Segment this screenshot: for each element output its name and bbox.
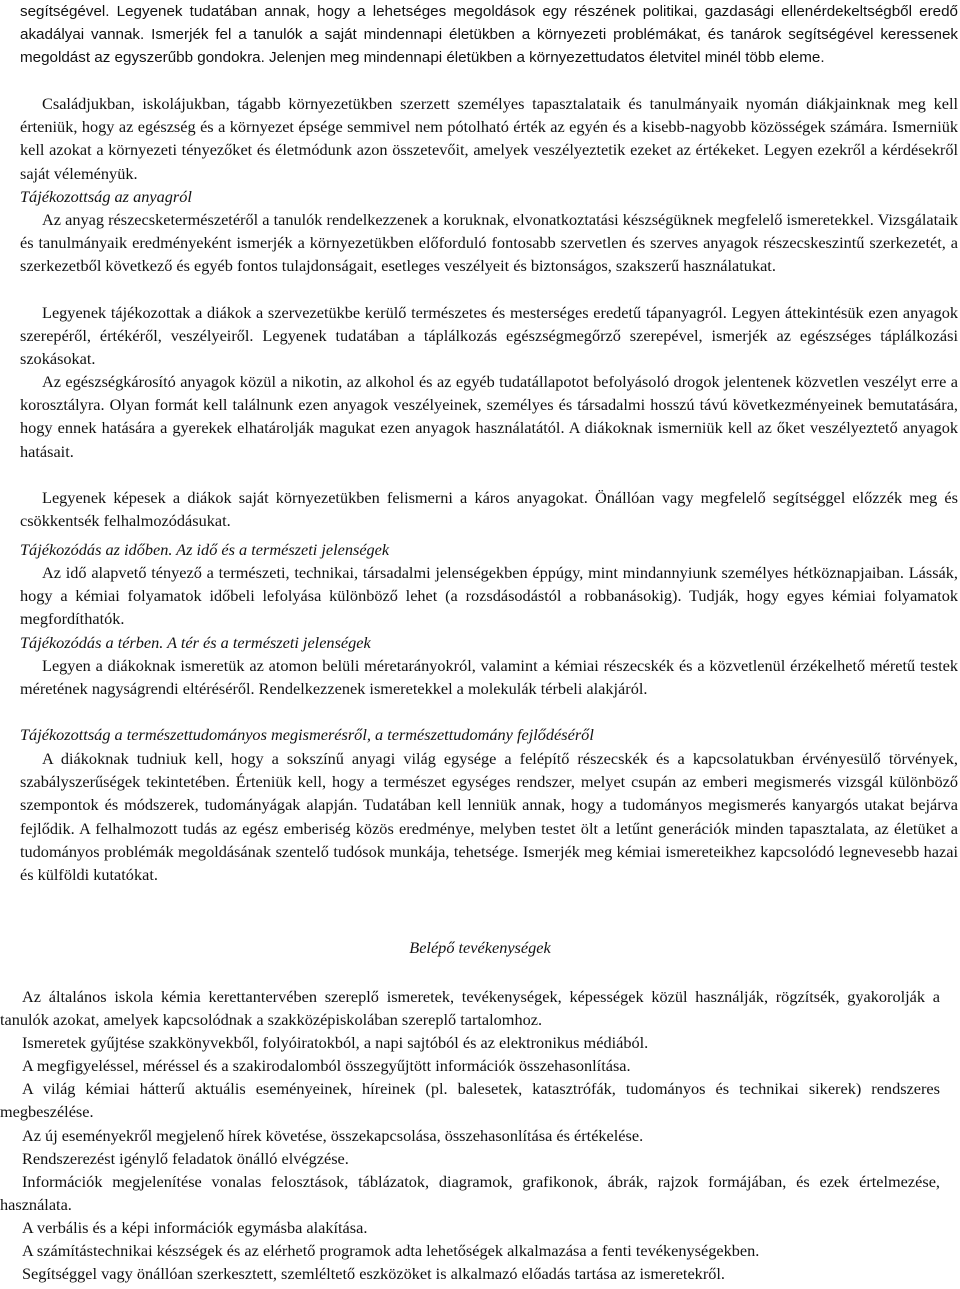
matter-paragraph-2: Legyenek tájékozottak a diákok a szervezetükbe kerülő természetes és mesterséges eredetű tápanyagról. Legyen áttekintésük ezen anyagok szerepéről, értékéről, veszélyeiről. Legyenek tudatában a táplálkozás egészségmegőrző szerepével, ismerjék az egészséges táplálkozási szokásokat. [20, 303, 958, 369]
activity-item: A megfigyeléssel, méréssel és a szakirodalomból összegyűjtött információk összehasonlítása. [22, 1056, 631, 1075]
activity-item: A számítástechnikai készségek és az elérhető programok adta lehetőségek alkalmazása a fenti tevékenységekben. [22, 1241, 760, 1260]
heading-time: Tájékozódás az időben. Az idő és a természeti jelenségek [20, 540, 390, 559]
matter-paragraph-4: Legyenek képesek a diákok saját környezetükben felismerni a káros anyagokat. Önállóan vagy megfelelő segítséggel előzzék meg és csökkentsék felhalmozódásukat. [20, 488, 958, 531]
activity-item: Az általános iskola kémia kerettantervében szereplő ismeretek, tevékenységek, képességek közül használják, rögzítsék, gyakorolják a tanulók azokat, amelyek kapcsolódnak a szakközépiskolában szereplő tartalomhoz. [0, 987, 940, 1030]
heading-space: Tájékozódás a térben. A tér és a természeti jelenségek [20, 633, 371, 652]
matter-paragraph-3: Az egészségkárosító anyagok közül a nikotin, az alkohol és az egyéb tudatállapotot befolyásoló drogok jelentenek közvetlen veszélyt erre a korosztályra. Olyan formát kell találnunk ezen anyagok veszélyeinek, személyes és társadalmi hosszú távú következményeinek bemutatására, hogy ennek hatására a gyerekek elhatárolják magukat ezen anyagok használatától. A diákoknak ismerniük kell az őket veszélyeztető anyagok hatásait. [20, 372, 958, 461]
activity-item: Ismeretek gyűjtése szakkönyvekből, folyóiratokból, a napi sajtóból és az elektronikus médiából. [22, 1033, 649, 1052]
intro-text-part1: segítségével. Legyenek tudatában annak, hogy a lehetséges megoldások egy részének politikai, gazdasági ellenérdekeltségből eredő akadályai vannak. [20, 3, 958, 44]
activity-item: Az új eseményekről megjelenő hírek követése, összekapcsolása, összehasonlítása és értékelése. [22, 1126, 644, 1145]
family-paragraph: Családjukban, iskolájukban, tágabb környezetükben szerzett személyes tapasztalataik és tanulmányaik nyomán diákjainknak meg kell érteniük, hogy az egészség és a környezet épsége semmivel nem pótolható érték az egyén és a kisebb-nagyobb közösségek számára. Ismerniük kell azokat a környezeti tényezőket és életmódunk azon összetevőit, amelyek veszélyeztetik ezeket az értékeket. Legyen ezekről a kérdésekről saját véleményük. [20, 94, 958, 183]
activity-item: A világ kémiai hátterű aktuális eseményeinek, híreinek (pl. balesetek, katasztrófák, tudományos és technikai sikerek) rendszeres megbeszélése. [0, 1079, 940, 1122]
time-paragraph: Az idő alapvető tényező a természeti, technikai, társadalmi jelenségekben éppúgy, mint mindannyiunk személyes hétköznapjaiban. Lássák, hogy a kémiai folyamatok időbeli lefolyása különböző lehet (a rozsdásodástól a robbanásokig). Tudják, hogy egyes kémiai folyamatok megfordíthatók. [20, 563, 958, 629]
activity-item: A verbális és a képi információk egymásba alakítása. [22, 1218, 368, 1237]
science-paragraph: A diákoknak tudniuk kell, hogy a sokszínű anyagi világ egysége a felépítő részecskék és a kapcsolatukban érvényesülő törvények, szabályszerűségek tekintetében. Érteniük kell, hogy a természet egységes rendszer, melyet csupán az emberi megismerés vizsgál különböző szempontok és módszerek, tudományágak alapján. Tudatában kell lenniük annak, hogy a tudományos megismerés kanyargós utakat bejárva fejlődik. A felhalmozott tudás az egész emberiség közös eredménye, melyben testet ölt a letűnt generációk minden tapasztalata, az életüket a tudományos problémák megoldásának szentelő tudósok munkája, tehetsége. Ismerjék meg kémiai ismereteikhez kapcsolódó legnevesebb hazai és külföldi kutatókat. [20, 749, 958, 885]
heading-science: Tájékozottság a természettudományos megismerésről, a természettudomány fejlődéséről [20, 725, 594, 744]
activity-item: Rendszerezést igénylő feladatok önálló elvégzése. [22, 1149, 349, 1168]
section-title: Belépő tevékenységek [409, 938, 551, 957]
activity-item: Segítséggel vagy önállóan szerkesztett, szemléltető eszközöket is alkalmazó előadás tartása az ismeretekről. [22, 1264, 725, 1283]
activity-item: Információk megjelenítése vonalas felosztások, táblázatok, diagramok, grafikonok, ábrák, rajzok formájában, és ezek értelmezése, használata. [0, 1172, 940, 1215]
intro-paragraph [20, 0, 958, 70]
heading-matter: Tájékozottság az anyagról [20, 187, 192, 206]
space-paragraph: Legyen a diákoknak ismeretük az atomon belüli méretarányokról, valamint a kémiai részecskék és a közvetlenül érzékelhető méretű testek méretének nagyságrendi eltéréséről. Rendelkezzenek ismeretekkel a molekulák térbeli alakjáról. [20, 656, 958, 699]
intro-text-part2: Ismerjék fel a tanulók a saját mindennapi életükben a környezeti problémákat, és tanárok segítségével keressenek megoldást az egyszerűbb gondokra. Jelenjen meg mindennapi életükben a környezettudatos életvitel minél több eleme. [20, 26, 958, 67]
matter-paragraph-1: Az anyag részecsketermészetéről a tanulók rendelkezzenek a koruknak, elvonatkoztatási készségüknek megfelelő ismeretekkel. Vizsgálataik és tanulmányaik eredményeként ismerjék a környezetükben előforduló fontosabb szervetlen és szerves anyagok részecskeszintű szerkezetét, a szerkezetből következő és egyéb fontos tulajdonságait, esetleges veszélyeit és biztonságos, szakszerű használatukat. [20, 210, 958, 276]
